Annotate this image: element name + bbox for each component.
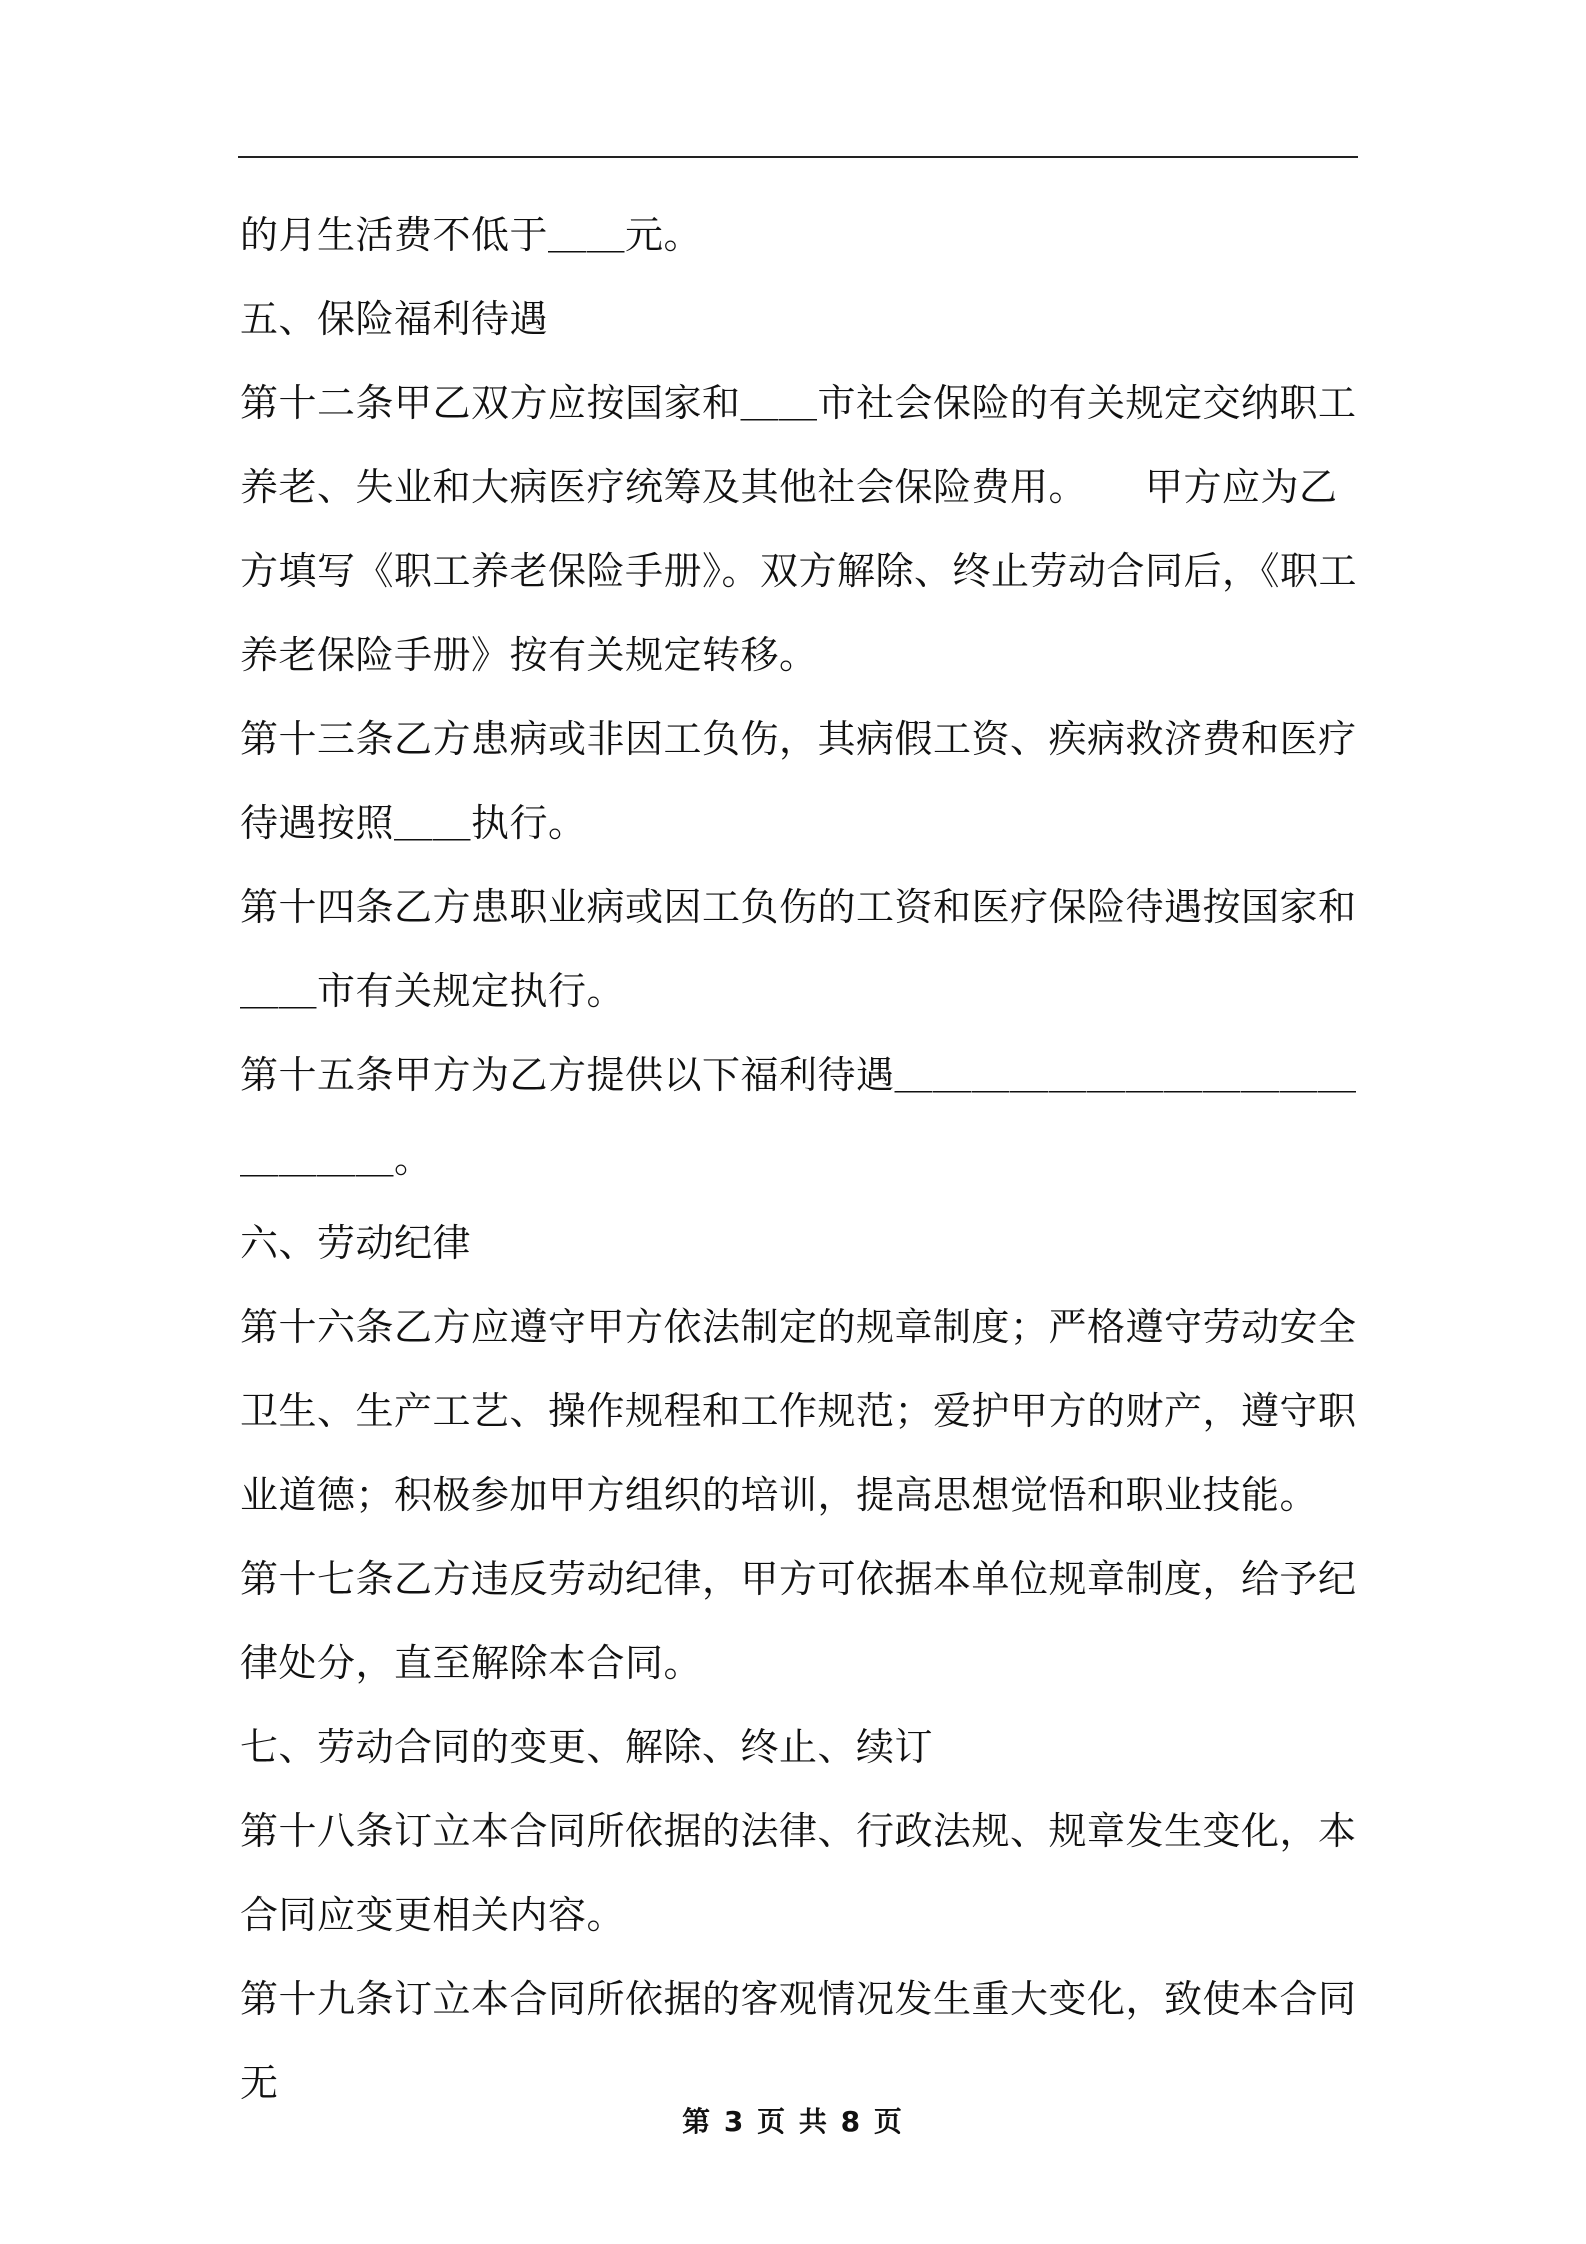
header-rule <box>238 156 1358 158</box>
article-13: 第十三条乙方患病或非因工负伤，其病假工资、疾病救济费和医疗待遇按照＿＿执行。 <box>240 717 1357 845</box>
article-15: 第十五条甲方为乙方提供以下福利待遇＿＿＿＿＿＿＿＿＿＿＿＿＿＿＿＿。 <box>240 1053 1357 1181</box>
article-12: 第十二条甲乙双方应按国家和＿＿市社会保险的有关规定交纳职工养老、失业和大病医疗统筹及其他社会保险费用。 甲方应为乙方填写《职工养老保险手册》。双方解除、终止劳动合同后，《职工养老保险手册》按有关规定转移。 <box>240 381 1358 677</box>
article-16: 第十六条乙方应遵守甲方依法制定的规章制度；严格遵守劳动安全卫生、生产工艺、操作规程和工作规范；爱护甲方的财产，遵守职业道德；积极参加甲方组织的培训，提高思想觉悟和职业技能。 <box>240 1305 1357 1517</box>
page-number-footer: 第 3 页 共 8 页 <box>682 2105 904 2138</box>
article-17: 第十七条乙方违反劳动纪律，甲方可依据本单位规章制度，给予纪律处分，直至解除本合同。 <box>240 1557 1357 1685</box>
section-heading-insurance-welfare: 五、保险福利待遇 <box>240 297 549 341</box>
section-heading-contract-changes: 七、劳动合同的变更、解除、终止、续订 <box>240 1725 934 1769</box>
section-heading-labor-discipline: 六、劳动纪律 <box>240 1221 472 1265</box>
article-19: 第十九条订立本合同所依据的客观情况发生重大变化，致使本合同无 <box>240 1977 1357 2105</box>
paragraph-living-allowance: 的月生活费不低于＿＿元。 <box>240 213 703 257</box>
article-14: 第十四条乙方患职业病或因工负伤的工资和医疗保险待遇按国家和＿＿市有关规定执行。 <box>240 885 1357 1013</box>
document-body <box>240 193 1360 2125</box>
article-18: 第十八条订立本合同所依据的法律、行政法规、规章发生变化，本合同应变更相关内容。 <box>240 1809 1357 1937</box>
